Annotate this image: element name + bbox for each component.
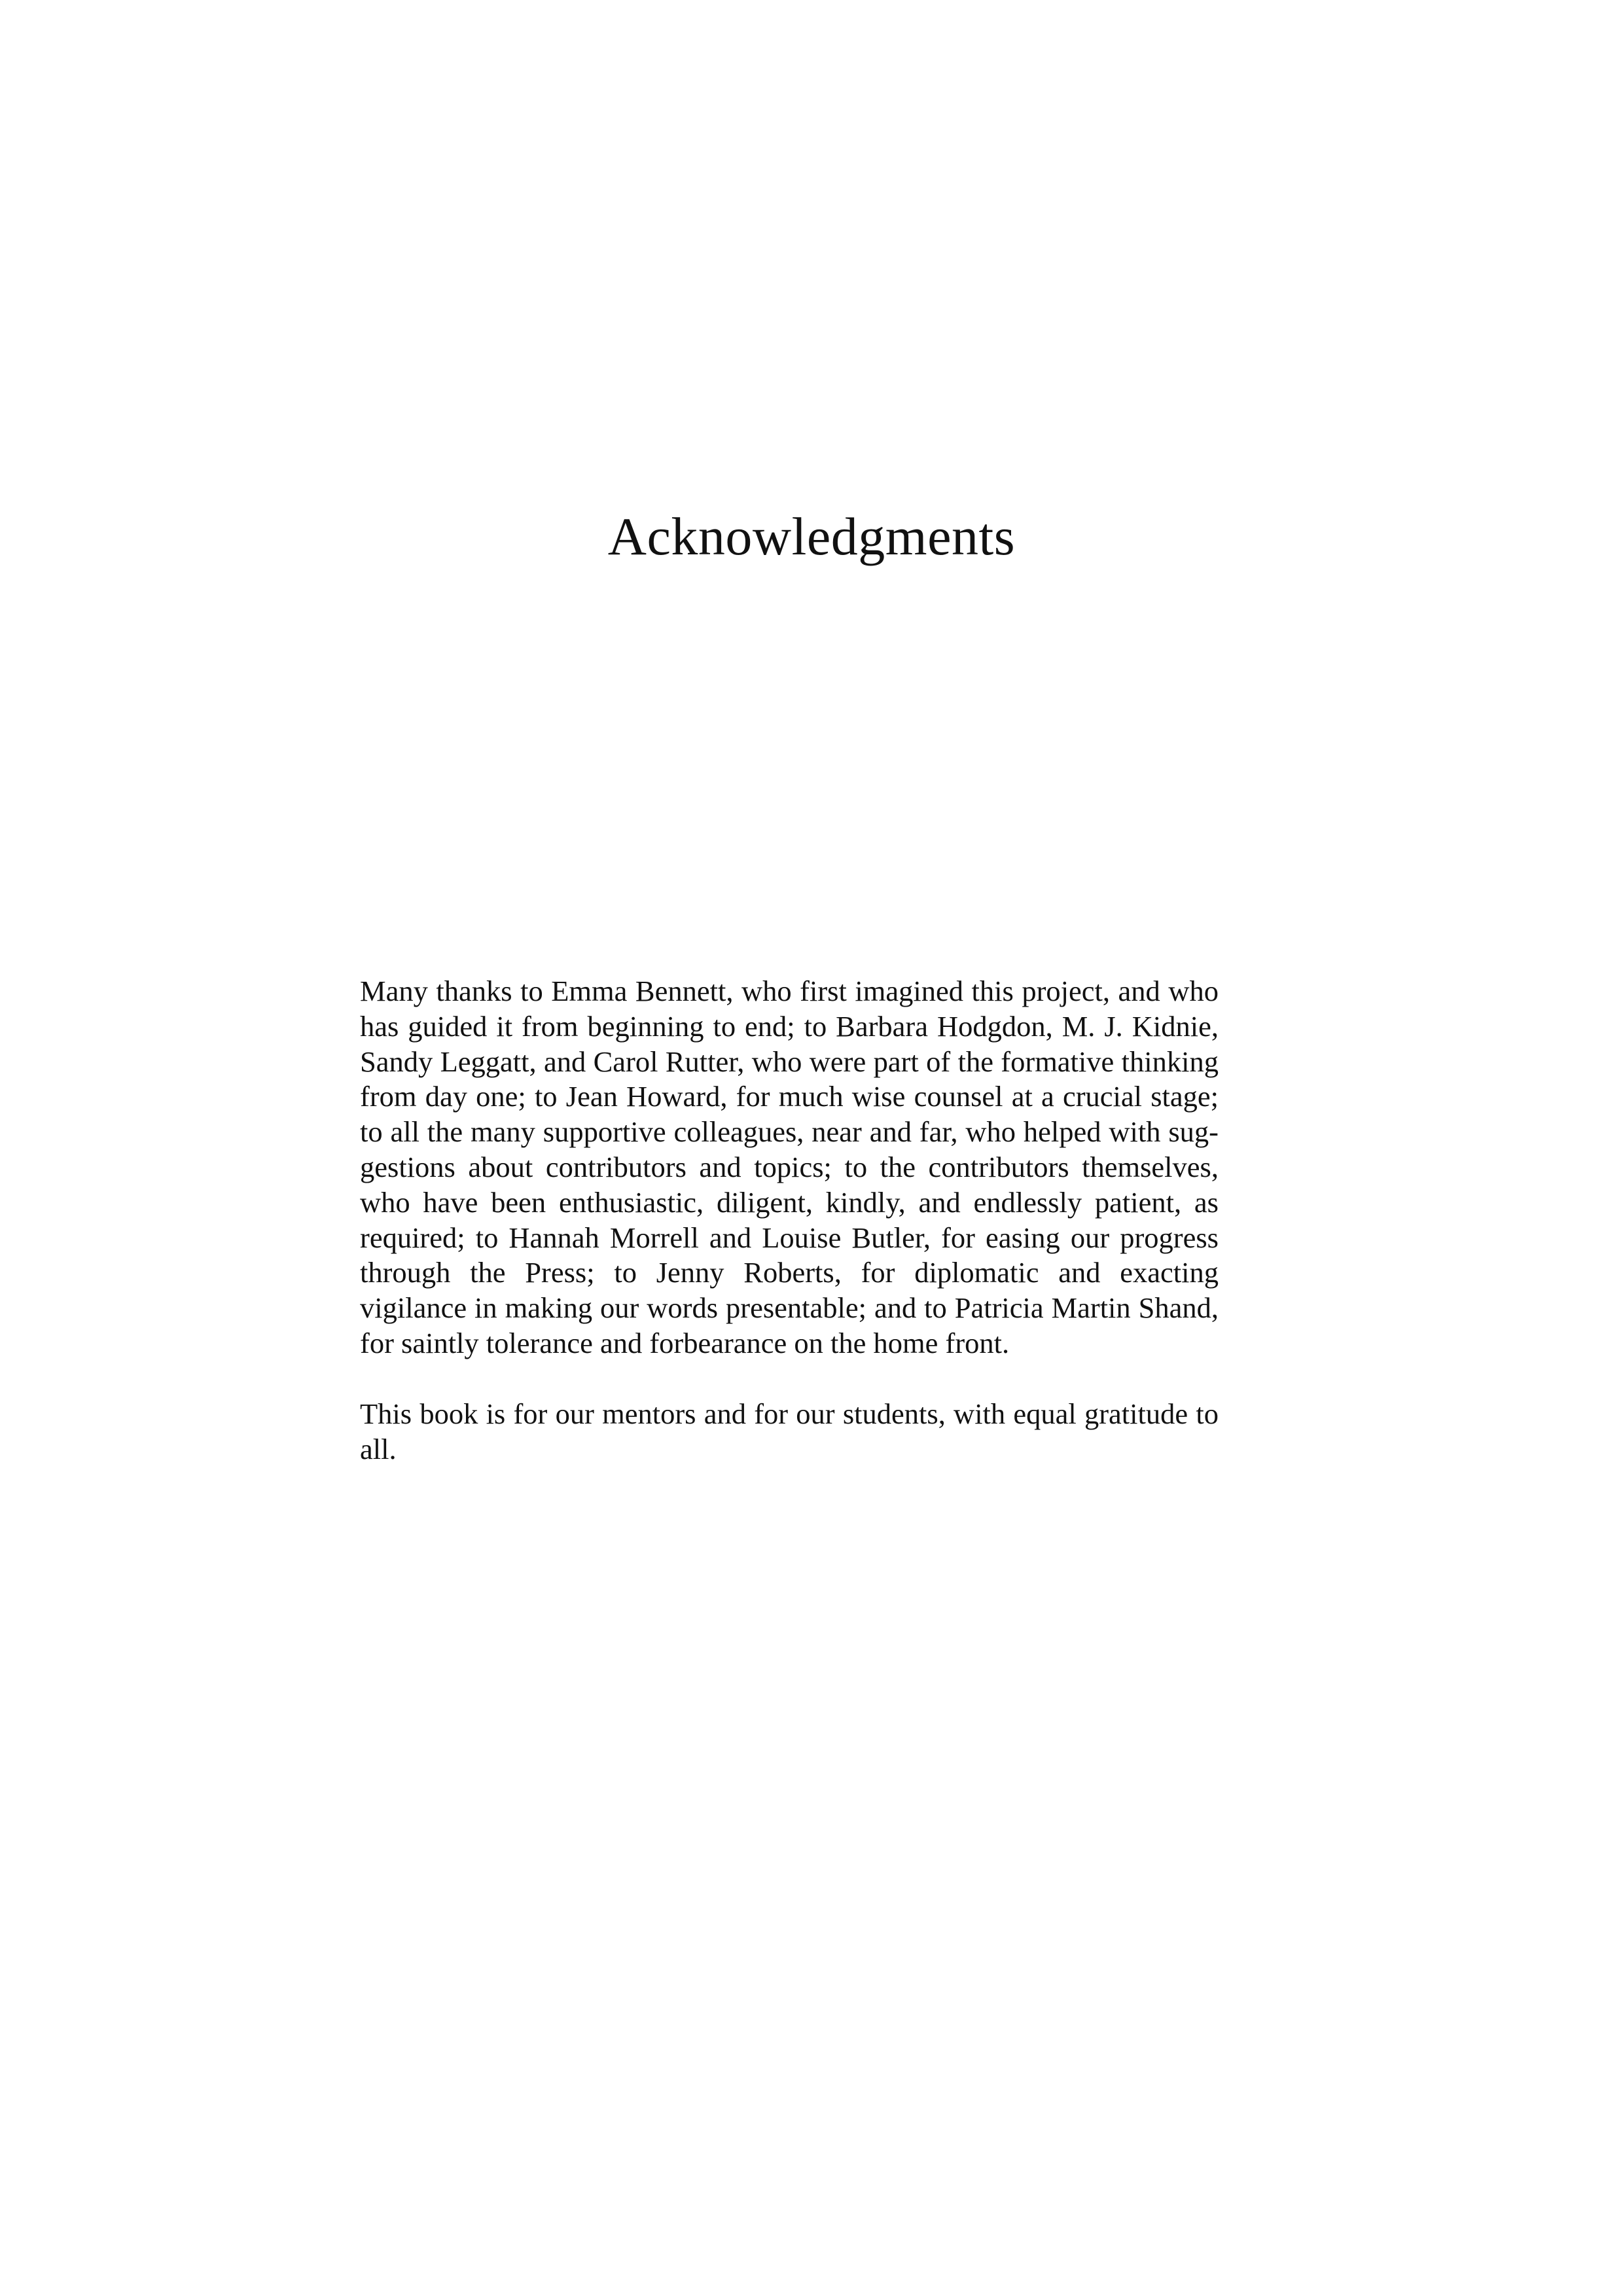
acknowledgments-paragraph: Many thanks to Emma Bennett, who first imagined this project, and who has guided it from beginning to end; to Barbara Hodgdon, M. J. Kidnie, Sandy Leggatt, and Carol Rutter, who were part of the formative thinking from day one; to Jean Howard, for much wise counsel at a crucial stage; to all the many supportive colleagues, near and far, who helped with suggestions about contributors and topics; to the contributors themselves, who have been enthusiastic, diligent, kindly, and endlessly patient, as required; to Hannah Morrell and Louise Butler, for easing our progress through the Press; to Jenny Roberts, for diplomatic and exacting vigilance in making our words presentable; and to Patricia Martin Shand, for saintly tolerance and forbearance on the home front. <box>360 975 1219 1359</box>
page-title: Acknowledgments <box>607 507 1016 566</box>
dedication-paragraph: This book is for our mentors and for our students, with equal gratitude to all. <box>360 1397 1219 1465</box>
acknowledgments-body <box>360 974 1219 1467</box>
